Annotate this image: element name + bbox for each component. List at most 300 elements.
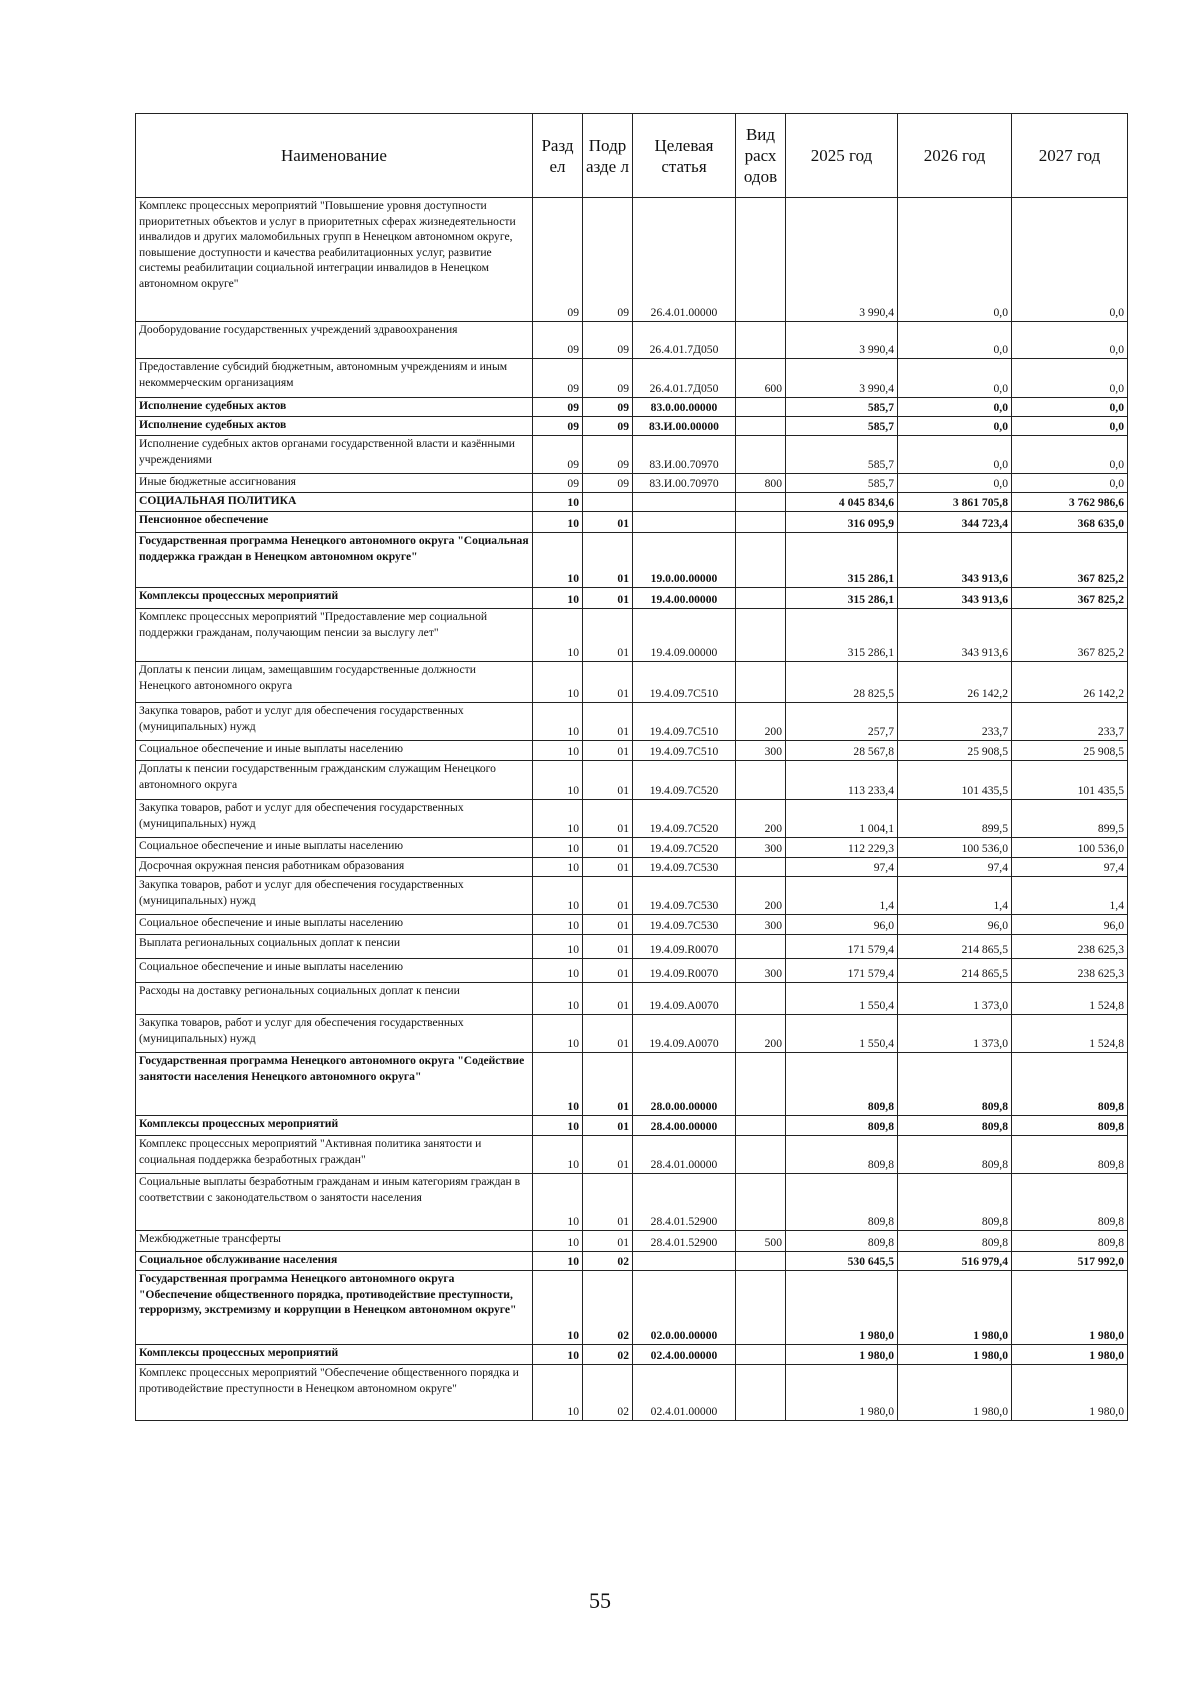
- header-section: Разд ел: [533, 114, 583, 198]
- cell-target: 19.4.09.7С530: [633, 915, 736, 935]
- table-row: [136, 533, 1128, 588]
- cell-section: 10: [533, 935, 583, 959]
- cell-subsection: 09: [583, 198, 633, 322]
- cell-2026: 343 913,6: [898, 588, 1012, 609]
- cell-2027: 809,8: [1012, 1231, 1128, 1252]
- cell-2026: 1 980,0: [898, 1365, 1012, 1421]
- cell-kind: [736, 1345, 786, 1365]
- cell-2025: 585,7: [786, 474, 898, 493]
- cell-name: Комплекс процессных мероприятий "Активная политика занятости и социальная поддержка безработных граждан": [136, 1136, 533, 1174]
- cell-2026: 0,0: [898, 417, 1012, 436]
- table-row: [136, 800, 1128, 838]
- cell-kind: [736, 983, 786, 1015]
- cell-2027: 0,0: [1012, 198, 1128, 322]
- cell-kind: 500: [736, 1231, 786, 1252]
- cell-target: [633, 512, 736, 533]
- cell-subsection: 09: [583, 436, 633, 474]
- cell-2027: 809,8: [1012, 1174, 1128, 1231]
- table-row: [136, 761, 1128, 800]
- header-2026: 2026 год: [898, 114, 1012, 198]
- cell-2025: 1 550,4: [786, 1015, 898, 1053]
- table-row: [136, 198, 1128, 322]
- cell-subsection: 01: [583, 1174, 633, 1231]
- cell-section: 10: [533, 1116, 583, 1136]
- header-2025: 2025 год: [786, 114, 898, 198]
- cell-2026: 809,8: [898, 1116, 1012, 1136]
- cell-target: 26.4.01.7Д050: [633, 359, 736, 398]
- cell-target: 83.И.00.70970: [633, 436, 736, 474]
- cell-2027: 0,0: [1012, 398, 1128, 417]
- table-row: [136, 1174, 1128, 1231]
- cell-section: 10: [533, 877, 583, 915]
- cell-kind: [736, 761, 786, 800]
- cell-section: 10: [533, 662, 583, 703]
- table-row: [136, 322, 1128, 359]
- cell-name: Дооборудование государственных учреждений здравоохранения: [136, 322, 533, 359]
- cell-2027: 368 635,0: [1012, 512, 1128, 533]
- cell-subsection: 01: [583, 959, 633, 983]
- cell-section: 09: [533, 474, 583, 493]
- cell-target: 19.4.09.R0070: [633, 935, 736, 959]
- cell-2026: 344 723,4: [898, 512, 1012, 533]
- cell-section: 09: [533, 359, 583, 398]
- cell-name: Комплекс процессных мероприятий "Повышение уровня доступности приоритетных объектов и услуг в приоритетных сферах жизнедеятельности инвалидов и других маломобильных групп в Ненецком автономном округе, повышение доступности и качества реабилитационных услуг, развитие системы реабилитации социальной интеграции инвалидов в Ненецком автономном округе": [136, 198, 533, 322]
- cell-2026: 26 142,2: [898, 662, 1012, 703]
- cell-section: 10: [533, 1231, 583, 1252]
- cell-kind: [736, 662, 786, 703]
- cell-target: 02.4.00.00000: [633, 1345, 736, 1365]
- cell-2025: 97,4: [786, 858, 898, 877]
- cell-subsection: 01: [583, 1015, 633, 1053]
- cell-subsection: 01: [583, 662, 633, 703]
- cell-kind: [736, 1174, 786, 1231]
- cell-2025: 530 645,5: [786, 1252, 898, 1271]
- cell-section: 09: [533, 417, 583, 436]
- cell-kind: [736, 1116, 786, 1136]
- cell-target: 28.4.01.52900: [633, 1231, 736, 1252]
- cell-2025: 171 579,4: [786, 935, 898, 959]
- cell-2025: 1 980,0: [786, 1271, 898, 1345]
- cell-subsection: 09: [583, 474, 633, 493]
- cell-target: 19.4.09.7С530: [633, 877, 736, 915]
- cell-kind: [736, 1271, 786, 1345]
- cell-2025: 1 004,1: [786, 800, 898, 838]
- cell-name: Доплаты к пенсии государственным гражданским служащим Ненецкого автономного округа: [136, 761, 533, 800]
- cell-2025: 171 579,4: [786, 959, 898, 983]
- cell-2027: 367 825,2: [1012, 588, 1128, 609]
- cell-2026: 809,8: [898, 1231, 1012, 1252]
- cell-section: 10: [533, 1365, 583, 1421]
- cell-2026: 0,0: [898, 436, 1012, 474]
- cell-subsection: 02: [583, 1365, 633, 1421]
- cell-name: Социальные выплаты безработным гражданам и иным категориям граждан в соответствии с законодательством о занятости населения: [136, 1174, 533, 1231]
- cell-2025: 585,7: [786, 417, 898, 436]
- cell-subsection: 09: [583, 359, 633, 398]
- cell-name: Закупка товаров, работ и услуг для обеспечения государственных (муниципальных) нужд: [136, 703, 533, 741]
- cell-2027: 238 625,3: [1012, 935, 1128, 959]
- cell-subsection: [583, 493, 633, 512]
- cell-subsection: 01: [583, 1053, 633, 1116]
- cell-name: Закупка товаров, работ и услуг для обеспечения государственных (муниципальных) нужд: [136, 800, 533, 838]
- cell-2026: 809,8: [898, 1136, 1012, 1174]
- table-row: [136, 703, 1128, 741]
- cell-subsection: 09: [583, 417, 633, 436]
- cell-2025: 1 980,0: [786, 1345, 898, 1365]
- cell-section: 10: [533, 959, 583, 983]
- cell-section: 09: [533, 198, 583, 322]
- cell-2026: 3 861 705,8: [898, 493, 1012, 512]
- cell-2027: 899,5: [1012, 800, 1128, 838]
- cell-target: 19.4.09.7С510: [633, 741, 736, 761]
- cell-target: 19.4.09.А0070: [633, 983, 736, 1015]
- table-row: [136, 741, 1128, 761]
- cell-kind: 200: [736, 703, 786, 741]
- cell-target: 28.4.00.00000: [633, 1116, 736, 1136]
- cell-2026: 1 980,0: [898, 1271, 1012, 1345]
- cell-2026: 214 865,5: [898, 935, 1012, 959]
- cell-2025: 28 825,5: [786, 662, 898, 703]
- cell-2025: 316 095,9: [786, 512, 898, 533]
- cell-2026: 1 980,0: [898, 1345, 1012, 1365]
- cell-subsection: 01: [583, 838, 633, 858]
- cell-2027: 96,0: [1012, 915, 1128, 935]
- cell-2026: 100 536,0: [898, 838, 1012, 858]
- cell-2026: 899,5: [898, 800, 1012, 838]
- cell-kind: 600: [736, 359, 786, 398]
- cell-2027: 100 536,0: [1012, 838, 1128, 858]
- cell-2025: 3 990,4: [786, 322, 898, 359]
- header-subsection: Подр азде л: [583, 114, 633, 198]
- cell-section: 09: [533, 436, 583, 474]
- cell-subsection: 09: [583, 322, 633, 359]
- table-row: [136, 398, 1128, 417]
- table-row: [136, 1015, 1128, 1053]
- table-row: [136, 1365, 1128, 1421]
- cell-name: Социальное обслуживание населения: [136, 1252, 533, 1271]
- cell-kind: 300: [736, 741, 786, 761]
- cell-2026: 1,4: [898, 877, 1012, 915]
- cell-2027: 0,0: [1012, 474, 1128, 493]
- cell-target: 26.4.01.00000: [633, 198, 736, 322]
- cell-2025: 257,7: [786, 703, 898, 741]
- cell-section: 09: [533, 398, 583, 417]
- cell-kind: 200: [736, 877, 786, 915]
- table-row: [136, 877, 1128, 915]
- table-row: [136, 359, 1128, 398]
- cell-target: 83.И.00.70970: [633, 474, 736, 493]
- cell-2026: 25 908,5: [898, 741, 1012, 761]
- cell-kind: 200: [736, 1015, 786, 1053]
- cell-name: Социальное обеспечение и иные выплаты населению: [136, 838, 533, 858]
- cell-kind: [736, 198, 786, 322]
- cell-section: 10: [533, 1271, 583, 1345]
- cell-2027: 1 980,0: [1012, 1345, 1128, 1365]
- cell-2025: 96,0: [786, 915, 898, 935]
- header-name: Наименование: [136, 114, 533, 198]
- cell-subsection: 01: [583, 588, 633, 609]
- cell-subsection: 01: [583, 741, 633, 761]
- cell-2027: 238 625,3: [1012, 959, 1128, 983]
- cell-kind: [736, 533, 786, 588]
- cell-name: Закупка товаров, работ и услуг для обеспечения государственных (муниципальных) нужд: [136, 1015, 533, 1053]
- cell-subsection: 01: [583, 983, 633, 1015]
- cell-subsection: 01: [583, 915, 633, 935]
- header-kind: Вид расх одов: [736, 114, 786, 198]
- cell-target: 26.4.01.7Д050: [633, 322, 736, 359]
- cell-2025: 315 286,1: [786, 609, 898, 662]
- cell-2025: 1 550,4: [786, 983, 898, 1015]
- cell-2027: 0,0: [1012, 436, 1128, 474]
- cell-2025: 315 286,1: [786, 533, 898, 588]
- cell-2026: 809,8: [898, 1053, 1012, 1116]
- cell-name: Комплекс процессных мероприятий "Предоставление мер социальной поддержки гражданам, получающим пенсии за выслугу лет": [136, 609, 533, 662]
- cell-2025: 809,8: [786, 1116, 898, 1136]
- cell-name: Исполнение судебных актов: [136, 398, 533, 417]
- cell-kind: 200: [736, 800, 786, 838]
- cell-name: Межбюджетные трансферты: [136, 1231, 533, 1252]
- cell-2027: 1,4: [1012, 877, 1128, 915]
- cell-2026: 343 913,6: [898, 533, 1012, 588]
- cell-2025: 809,8: [786, 1231, 898, 1252]
- cell-subsection: 02: [583, 1271, 633, 1345]
- cell-2025: 1 980,0: [786, 1365, 898, 1421]
- cell-name: Исполнение судебных актов: [136, 417, 533, 436]
- cell-section: 10: [533, 1174, 583, 1231]
- cell-subsection: 01: [583, 1136, 633, 1174]
- table-row: [136, 662, 1128, 703]
- cell-kind: [736, 1053, 786, 1116]
- cell-subsection: 01: [583, 858, 633, 877]
- cell-name: Государственная программа Ненецкого автономного округа "Обеспечение общественного порядка, противодействие преступности, терроризму, экстремизму и коррупции в Ненецком автономном округе": [136, 1271, 533, 1345]
- cell-2027: 3 762 986,6: [1012, 493, 1128, 512]
- cell-2027: 0,0: [1012, 417, 1128, 436]
- cell-2027: 809,8: [1012, 1136, 1128, 1174]
- cell-target: 83.0.00.00000: [633, 398, 736, 417]
- cell-2026: 0,0: [898, 398, 1012, 417]
- cell-2026: 233,7: [898, 703, 1012, 741]
- cell-name: Досрочная окружная пенсия работникам образования: [136, 858, 533, 877]
- cell-2026: 516 979,4: [898, 1252, 1012, 1271]
- cell-section: 10: [533, 858, 583, 877]
- cell-subsection: 02: [583, 1252, 633, 1271]
- cell-section: 10: [533, 1136, 583, 1174]
- cell-subsection: 01: [583, 800, 633, 838]
- cell-2026: 0,0: [898, 198, 1012, 322]
- cell-kind: [736, 1365, 786, 1421]
- cell-subsection: 01: [583, 935, 633, 959]
- table-row: [136, 1053, 1128, 1116]
- table-row: [136, 1345, 1128, 1365]
- cell-target: 19.4.00.00000: [633, 588, 736, 609]
- cell-kind: [736, 417, 786, 436]
- table-row: [136, 609, 1128, 662]
- table-row: [136, 417, 1128, 436]
- cell-2027: 367 825,2: [1012, 533, 1128, 588]
- cell-2027: 25 908,5: [1012, 741, 1128, 761]
- header-2027: 2027 год: [1012, 114, 1128, 198]
- cell-2027: 1 980,0: [1012, 1271, 1128, 1345]
- cell-2027: 809,8: [1012, 1053, 1128, 1116]
- cell-section: 10: [533, 1015, 583, 1053]
- cell-2025: 4 045 834,6: [786, 493, 898, 512]
- cell-2027: 1 980,0: [1012, 1365, 1128, 1421]
- cell-kind: 300: [736, 915, 786, 935]
- cell-2026: 0,0: [898, 474, 1012, 493]
- cell-2025: 3 990,4: [786, 359, 898, 398]
- cell-target: 28.4.01.52900: [633, 1174, 736, 1231]
- cell-target: 19.4.09.7С520: [633, 838, 736, 858]
- cell-2025: 3 990,4: [786, 198, 898, 322]
- cell-name: Доплаты к пенсии лицам, замещавшим государственные должности Ненецкого автономного округа: [136, 662, 533, 703]
- table-row: [136, 1271, 1128, 1345]
- page-number: 55: [589, 1588, 611, 1613]
- cell-name: Социальное обеспечение и иные выплаты населению: [136, 741, 533, 761]
- table-row: [136, 915, 1128, 935]
- cell-subsection: 01: [583, 877, 633, 915]
- cell-section: 10: [533, 838, 583, 858]
- header-target: Целевая статья: [633, 114, 736, 198]
- cell-2027: 367 825,2: [1012, 609, 1128, 662]
- cell-target: 28.0.00.00000: [633, 1053, 736, 1116]
- table-row: [136, 1116, 1128, 1136]
- cell-kind: [736, 858, 786, 877]
- cell-section: 10: [533, 493, 583, 512]
- cell-2026: 343 913,6: [898, 609, 1012, 662]
- cell-name: Иные бюджетные ассигнования: [136, 474, 533, 493]
- cell-kind: [736, 588, 786, 609]
- table-row: [136, 1252, 1128, 1271]
- cell-section: 10: [533, 741, 583, 761]
- cell-2026: 809,8: [898, 1174, 1012, 1231]
- cell-name: Предоставление субсидий бюджетным, автономным учреждениям и иным некоммерческим организациям: [136, 359, 533, 398]
- cell-2026: 0,0: [898, 359, 1012, 398]
- cell-section: 10: [533, 588, 583, 609]
- cell-name: Государственная программа Ненецкого автономного округа "Социальная поддержка граждан в Ненецком автономном округе": [136, 533, 533, 588]
- cell-name: Социальное обеспечение и иные выплаты населению: [136, 959, 533, 983]
- cell-subsection: 02: [583, 1345, 633, 1365]
- cell-kind: 300: [736, 838, 786, 858]
- table-row: [136, 959, 1128, 983]
- cell-2025: 315 286,1: [786, 588, 898, 609]
- cell-target: 19.4.09.7С510: [633, 662, 736, 703]
- cell-2025: 809,8: [786, 1136, 898, 1174]
- cell-subsection: 01: [583, 512, 633, 533]
- cell-name: СОЦИАЛЬНАЯ ПОЛИТИКА: [136, 493, 533, 512]
- cell-name: Государственная программа Ненецкого автономного округа "Содействие занятости населения Ненецкого автономного округа": [136, 1053, 533, 1116]
- cell-name: Исполнение судебных актов органами государственной власти и казёнными учреждениями: [136, 436, 533, 474]
- cell-kind: [736, 398, 786, 417]
- cell-kind: 800: [736, 474, 786, 493]
- cell-section: 10: [533, 609, 583, 662]
- cell-subsection: 01: [583, 1231, 633, 1252]
- table-row: [136, 436, 1128, 474]
- cell-name: Комплексы процессных мероприятий: [136, 588, 533, 609]
- cell-name: Комплекс процессных мероприятий "Обеспечение общественного порядка и противодействие преступности в Ненецком автономном округе": [136, 1365, 533, 1421]
- cell-2025: 585,7: [786, 398, 898, 417]
- cell-target: 19.0.00.00000: [633, 533, 736, 588]
- cell-2027: 97,4: [1012, 858, 1128, 877]
- cell-2027: 517 992,0: [1012, 1252, 1128, 1271]
- cell-target: 19.4.09.R0070: [633, 959, 736, 983]
- cell-kind: [736, 609, 786, 662]
- cell-target: 19.4.09.00000: [633, 609, 736, 662]
- cell-target: [633, 493, 736, 512]
- cell-2026: 0,0: [898, 322, 1012, 359]
- cell-name: Закупка товаров, работ и услуг для обеспечения государственных (муниципальных) нужд: [136, 877, 533, 915]
- cell-name: Комплексы процессных мероприятий: [136, 1116, 533, 1136]
- cell-section: 10: [533, 915, 583, 935]
- cell-kind: [736, 935, 786, 959]
- cell-target: 19.4.09.7С530: [633, 858, 736, 877]
- table-row: [136, 858, 1128, 877]
- cell-2025: 1,4: [786, 877, 898, 915]
- cell-2027: 809,8: [1012, 1116, 1128, 1136]
- cell-name: Социальное обеспечение и иные выплаты населению: [136, 915, 533, 935]
- cell-kind: [736, 436, 786, 474]
- table-row: [136, 588, 1128, 609]
- cell-section: 09: [533, 322, 583, 359]
- cell-section: 10: [533, 533, 583, 588]
- cell-2025: 113 233,4: [786, 761, 898, 800]
- cell-name: Пенсионное обеспечение: [136, 512, 533, 533]
- cell-2027: 1 524,8: [1012, 983, 1128, 1015]
- budget-table: [135, 113, 1128, 1421]
- cell-kind: [736, 512, 786, 533]
- cell-subsection: 01: [583, 1116, 633, 1136]
- table-row: [136, 1231, 1128, 1252]
- cell-section: 10: [533, 761, 583, 800]
- cell-target: [633, 1252, 736, 1271]
- cell-target: 02.4.01.00000: [633, 1365, 736, 1421]
- cell-target: 02.0.00.00000: [633, 1271, 736, 1345]
- cell-target: 19.4.09.7С520: [633, 761, 736, 800]
- cell-target: 19.4.09.7С510: [633, 703, 736, 741]
- cell-target: 19.4.09.А0070: [633, 1015, 736, 1053]
- cell-subsection: 01: [583, 761, 633, 800]
- cell-2026: 97,4: [898, 858, 1012, 877]
- cell-2026: 214 865,5: [898, 959, 1012, 983]
- cell-2025: 28 567,8: [786, 741, 898, 761]
- cell-2026: 1 373,0: [898, 983, 1012, 1015]
- cell-name: Комплексы процессных мероприятий: [136, 1345, 533, 1365]
- cell-section: 10: [533, 983, 583, 1015]
- cell-2027: 101 435,5: [1012, 761, 1128, 800]
- cell-subsection: 09: [583, 398, 633, 417]
- cell-2027: 0,0: [1012, 322, 1128, 359]
- cell-2027: 1 524,8: [1012, 1015, 1128, 1053]
- cell-2025: 585,7: [786, 436, 898, 474]
- cell-section: 10: [533, 800, 583, 838]
- cell-2025: 112 229,3: [786, 838, 898, 858]
- cell-section: 10: [533, 1053, 583, 1116]
- table-row: [136, 512, 1128, 533]
- table-row: [136, 838, 1128, 858]
- cell-subsection: 01: [583, 533, 633, 588]
- cell-kind: [736, 322, 786, 359]
- cell-section: 10: [533, 1252, 583, 1271]
- cell-target: 19.4.09.7С520: [633, 800, 736, 838]
- cell-section: 10: [533, 703, 583, 741]
- cell-2025: 809,8: [786, 1174, 898, 1231]
- cell-kind: [736, 493, 786, 512]
- cell-2025: 809,8: [786, 1053, 898, 1116]
- cell-name: Расходы на доставку региональных социальных доплат к пенсии: [136, 983, 533, 1015]
- cell-section: 10: [533, 512, 583, 533]
- header-row: [136, 114, 1128, 198]
- table-row: [136, 474, 1128, 493]
- cell-kind: [736, 1136, 786, 1174]
- table-row: [136, 1136, 1128, 1174]
